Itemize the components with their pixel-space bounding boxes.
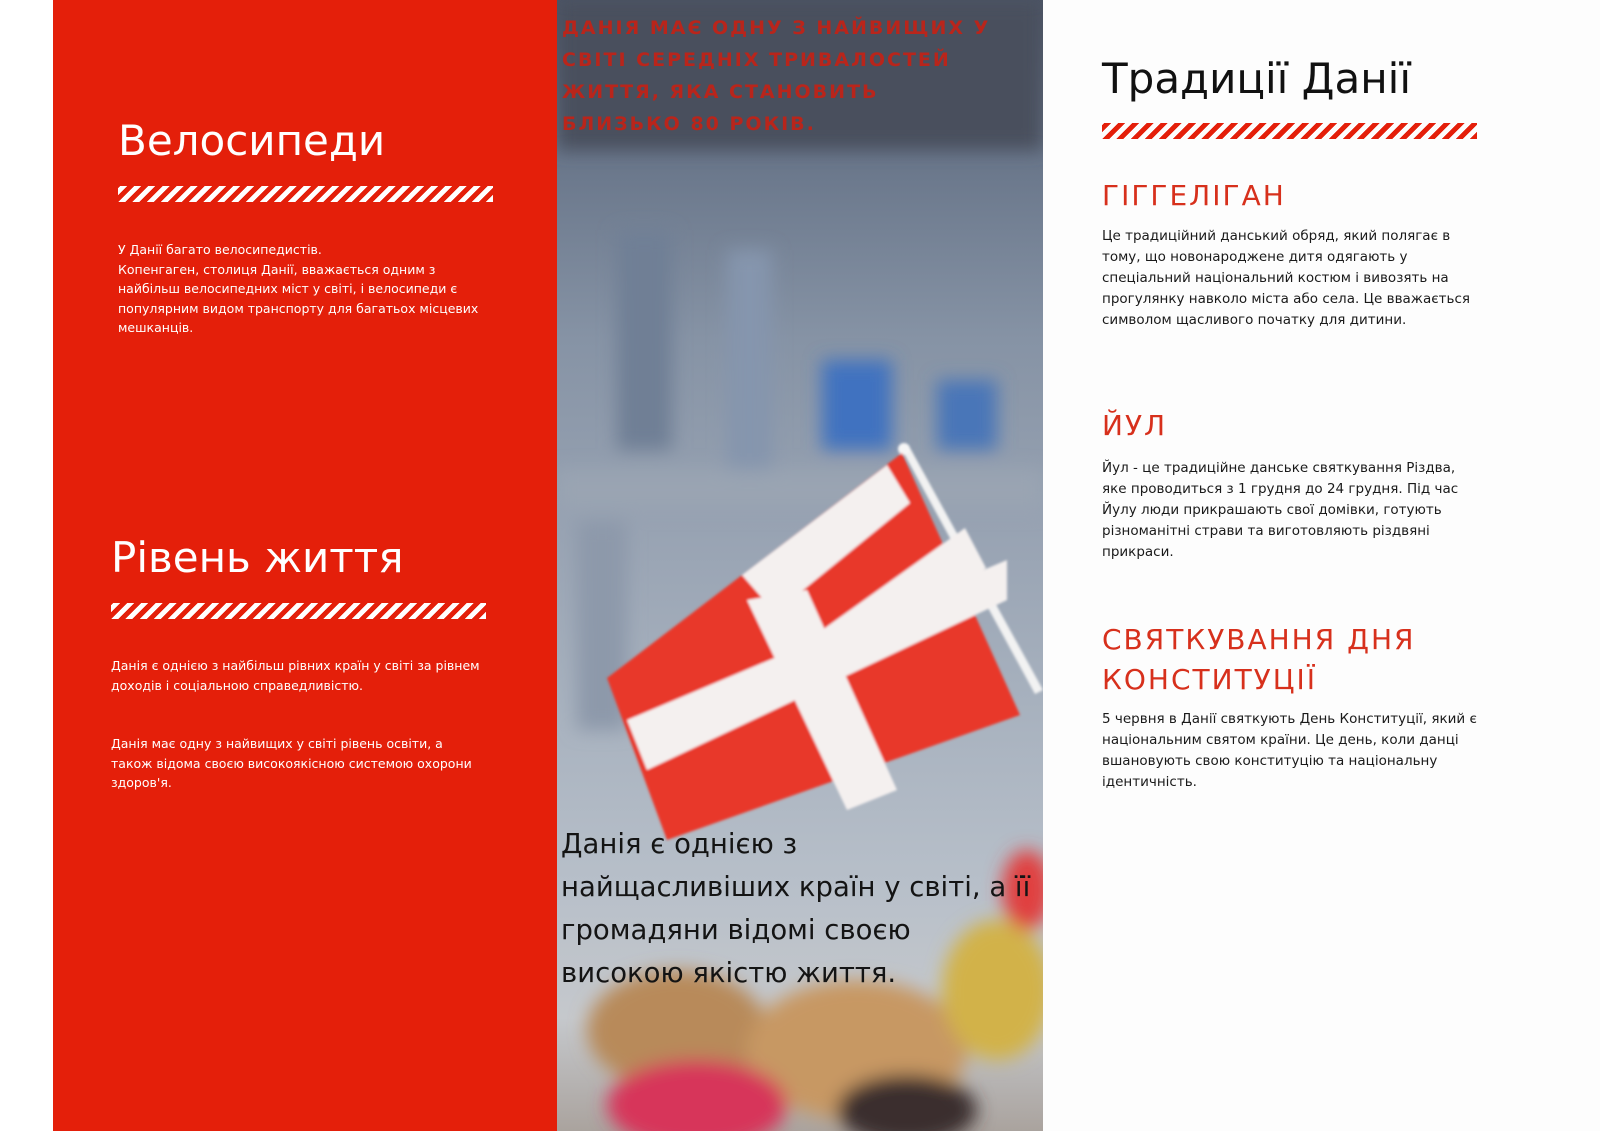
living-standard-stripe-divider [111, 603, 486, 619]
tradition-text-1: Це традиційний данський обряд, який полягає в тому, що новонароджене дитя одягають у спеціальний національний костюм і вивозять на прогулянку навколо міста або села. Це вважається символом щасливого початку для дитини. [1102, 228, 1471, 328]
right-panel [1043, 0, 1600, 1131]
life-expectancy-quote: ДАНІЯ МАЄ ОДНУ З НАЙВИЩИХ У СВІТІ СЕРЕДНІХ ТРИВАЛОСТЕЙ ЖИТТЯ, ЯКА СТАНОВИТЬ БЛИЗЬКО 80 РОКІВ. [562, 17, 991, 135]
tradition-text-3: 5 червня в Данії святкують День Конституції, який є національним святом країни. Це день, коли данці вшановують свою конституцію та національну ідентичність. [1102, 711, 1477, 790]
left-panel [53, 0, 557, 1131]
cycling-text-line-2: Копенгаген, столиця Данії, вважається одним з найбільш велосипедних міст у світі, і велосипеди є популярним видом транспорту для багатьох місцевих мешканців. [118, 261, 479, 335]
cycling-title: Велосипеди [118, 116, 386, 165]
traditions-stripe-divider [1102, 123, 1477, 139]
tradition-heading-2: ЙУЛ [1102, 409, 1168, 442]
cycling-stripe-divider [118, 186, 493, 202]
living-standard-paragraph-1: Данія є однією з найбільш рівних країн у світі за рівнем доходів і соціальною справедливістю. [111, 658, 480, 693]
cycling-text-line-1: У Данії багато велосипедистів. [118, 242, 322, 257]
cycling-text [118, 240, 493, 338]
photo-panel [557, 0, 1043, 1131]
living-standard-paragraph-2: Данія має одну з найвищих у світі рівень освіти, а також відома своєю високоякісною системою охорони здоров'я. [111, 736, 472, 790]
tradition-heading-3: СВЯТКУВАННЯ ДНЯ КОНСТИТУЦІЇ [1102, 623, 1416, 696]
traditions-title: Традиції Данії [1102, 54, 1412, 103]
happiness-quote: Данія є однією з найщасливіших країн у світі, а її громадяни відомі своєю високою якістю життя. [561, 828, 1031, 989]
living-standard-title: Рівень життя [111, 533, 404, 582]
tradition-text-2: Йул - це традиційне данське святкування Різдва, яке проводиться з 1 грудня до 24 грудня. Під час Йулу люди прикрашають свої домівки, готують різноманітні страви та виготовляють різдвяні прикраси. [1102, 460, 1459, 560]
tradition-heading-1: ГІГГЕЛІГАН [1102, 179, 1286, 212]
